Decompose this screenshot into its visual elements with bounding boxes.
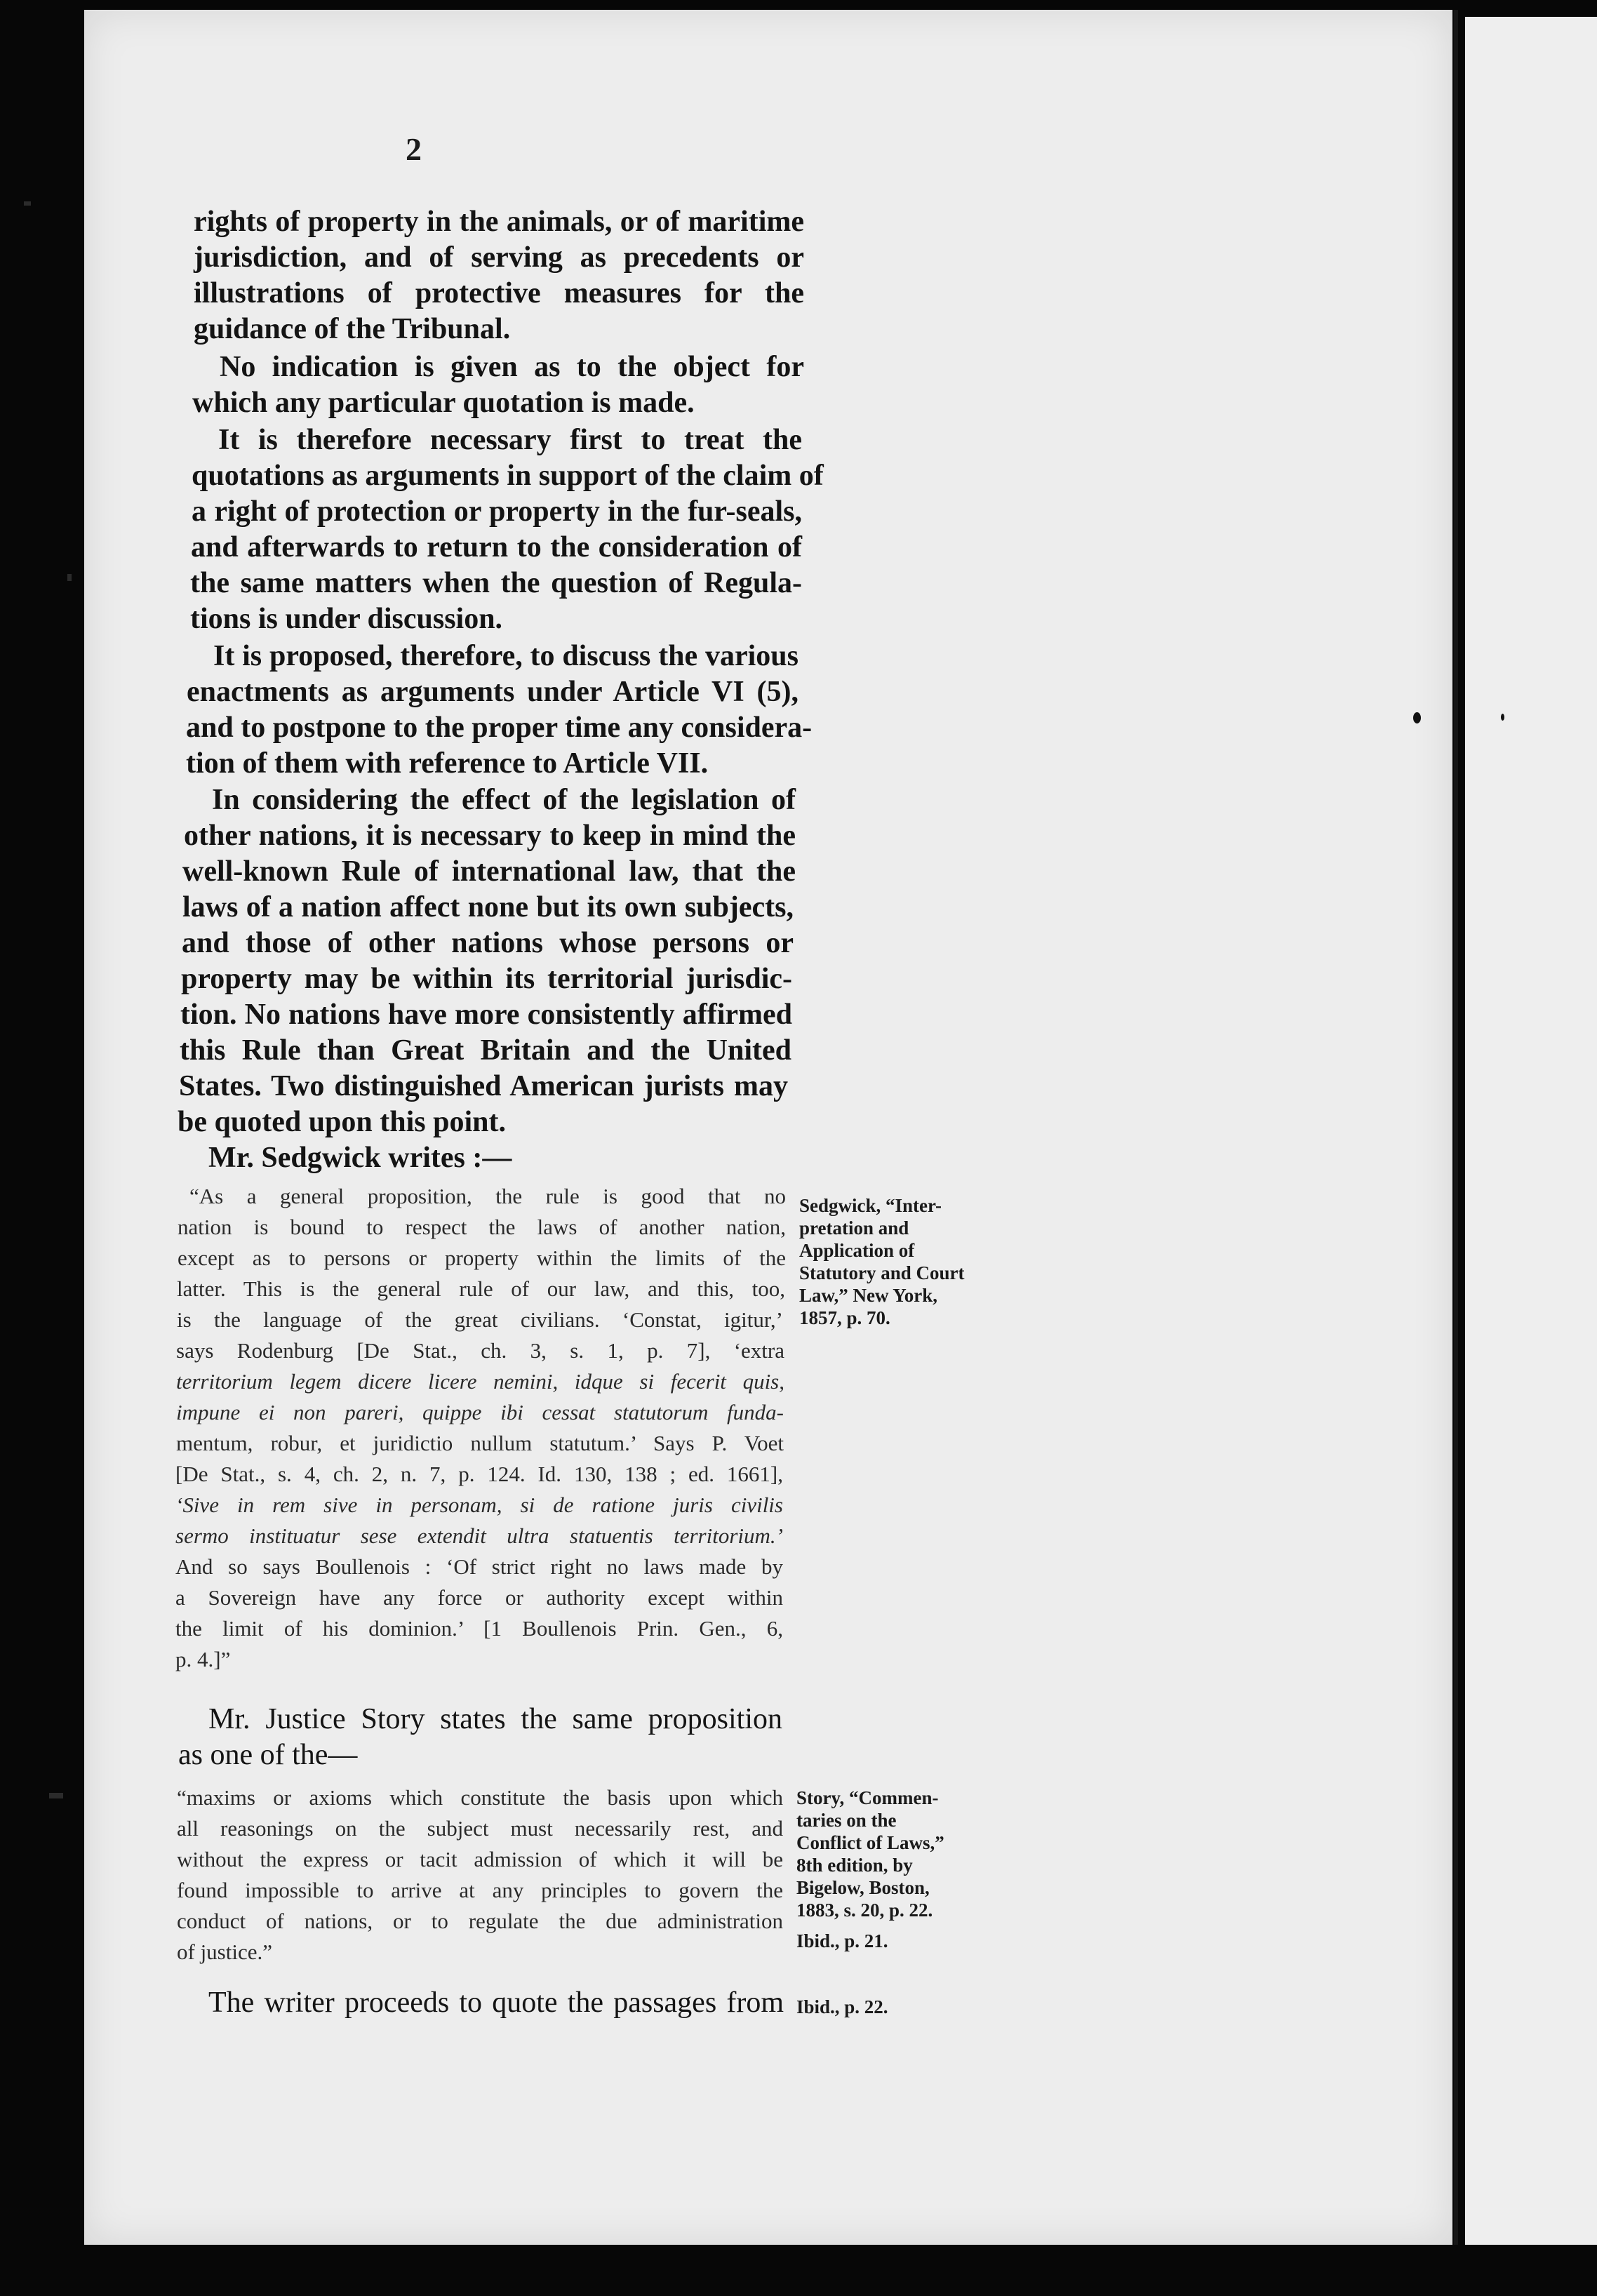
quote-line: And so says Boullenois : ‘Of strict right no laws made by: [175, 1554, 783, 1579]
quote-line: mentum, robur, et juridictio nullum statutum.’ Says P. Voet: [176, 1431, 784, 1455]
body-line: jurisdiction, and of serving as precedents or: [194, 241, 804, 274]
scan-speck: [1413, 712, 1421, 723]
body-line: property may be within its territorial jurisdic-: [181, 963, 792, 995]
quote-line: ‘Sive in rem sive in personam, si de ratione juris civilis: [175, 1493, 783, 1517]
scan-edge-mark: [49, 1793, 63, 1798]
body-line: The writer proceeds to quote the passages from: [208, 1987, 784, 2019]
body-line: and afterwards to return to the consideration of: [191, 531, 802, 563]
side-note-line: Story, “Commen-: [796, 1787, 939, 1808]
quote-line: p. 4.]”: [175, 1647, 231, 1671]
body-line: well-known Rule of international law, that the: [182, 855, 796, 888]
scan-edge-mark: [67, 574, 72, 581]
side-note-line: Ibid., p. 22.: [796, 1996, 888, 2017]
body-line: tion. No nations have more consistently affirmed: [180, 999, 792, 1031]
body-line: and those of other nations whose persons or: [182, 927, 794, 959]
quote-line: is the language of the great civilians. ‘Constat, igitur,’: [177, 1307, 783, 1332]
quote-line: without the express or tacit admission of which it will be: [177, 1847, 783, 1871]
body-line: laws of a nation affect none but its own subjects,: [182, 891, 794, 923]
body-line: Mr. Sedgwick writes :—: [208, 1142, 512, 1174]
body-line: as one of the—: [178, 1739, 358, 1771]
facing-page-edge: [1465, 17, 1597, 2245]
side-note-line: 1857, p. 70.: [799, 1307, 890, 1328]
body-line: this Rule than Great Britain and the United: [180, 1034, 791, 1067]
quote-line: all reasonings on the subject must necessarily rest, and: [177, 1816, 783, 1841]
body-line: illustrations of protective measures for the: [194, 277, 804, 309]
side-note-line: Bigelow, Boston,: [796, 1877, 930, 1898]
quote-line: latter. This is the general rule of our law, and this, too,: [177, 1276, 785, 1301]
side-note-line: Sedgwick, “Inter-: [799, 1195, 942, 1216]
body-line: guidance of the Tribunal.: [194, 313, 511, 345]
body-line: It is proposed, therefore, to discuss the various: [213, 640, 798, 672]
body-line: tion of them with reference to Article VII.: [186, 747, 709, 780]
side-note-line: Application of: [799, 1240, 915, 1261]
side-note-line: taries on the: [796, 1810, 897, 1831]
quote-line: “As a general proposition, the rule is good that no: [189, 1184, 786, 1208]
quote-line: a Sovereign have any force or authority except within: [175, 1585, 783, 1610]
quote-line: says Rodenburg [De Stat., ch. 3, s. 1, p. 7], ‘extra: [176, 1338, 784, 1363]
quote-line: found impossible to arrive at any principles to govern the: [177, 1878, 783, 1902]
side-note-line: 8th edition, by: [796, 1855, 913, 1876]
scan-edge-mark: [1454, 10, 1458, 2245]
body-line: and to postpone to the proper time any considera-: [186, 712, 813, 744]
quote-line: of justice.”: [177, 1940, 273, 1964]
body-line: It is therefore necessary first to treat the: [218, 424, 802, 456]
quote-line: impune ei non pareri, quippe ibi cessat statutorum funda-: [176, 1400, 784, 1424]
page-number: 2: [406, 131, 422, 167]
side-note-line: Ibid., p. 21.: [796, 1930, 888, 1951]
body-line: enactments as arguments under Article VI (5),: [187, 676, 798, 708]
quote-line: nation is bound to respect the laws of another nation,: [178, 1215, 786, 1239]
body-line: tions is under discussion.: [190, 603, 503, 635]
side-note-line: 1883, s. 20, p. 22.: [796, 1900, 933, 1921]
quote-line: conduct of nations, or to regulate the due administration: [177, 1909, 783, 1933]
side-note-line: pretation and: [799, 1217, 909, 1239]
side-note-line: Conflict of Laws,”: [796, 1832, 944, 1853]
body-line: States. Two distinguished American jurists may: [179, 1070, 788, 1102]
quote-line: “maxims or axioms which constitute the basis upon which: [177, 1785, 783, 1810]
body-line: In considering the effect of the legislation of: [212, 784, 796, 816]
quote-line: [De Stat., s. 4, ch. 2, n. 7, p. 124. Id. 130, 138 ; ed. 1661],: [175, 1462, 783, 1486]
body-line: the same matters when the question of Regula-: [190, 567, 802, 599]
body-line: be quoted upon this point.: [178, 1106, 507, 1138]
scan-speck: [1501, 714, 1504, 721]
quote-line: territorium legem dicere licere nemini, idque si fecerit quis,: [176, 1369, 784, 1394]
side-note-line: Statutory and Court: [799, 1262, 965, 1283]
quote-line: the limit of his dominion.’ [1 Boullenois Prin. Gen., 6,: [175, 1616, 783, 1641]
body-line: Mr. Justice Story states the same proposition: [208, 1703, 782, 1735]
body-line: quotations as arguments in support of the claim of: [192, 460, 824, 492]
quote-line: sermo instituatur sese extendit ultra statuentis territorium.’: [175, 1523, 783, 1548]
body-line: other nations, it is necessary to keep in mind the: [184, 820, 796, 852]
body-line: a right of protection or property in the fur-seals,: [192, 495, 802, 528]
side-note-line: Law,” New York,: [799, 1285, 938, 1306]
scan-edge-mark: [24, 201, 31, 206]
quote-line: except as to persons or property within the limits of the: [178, 1246, 786, 1270]
body-line: No indication is given as to the object for: [220, 351, 804, 383]
body-line: rights of property in the animals, or of maritime: [194, 206, 804, 238]
body-line: which any particular quotation is made.: [192, 387, 695, 419]
